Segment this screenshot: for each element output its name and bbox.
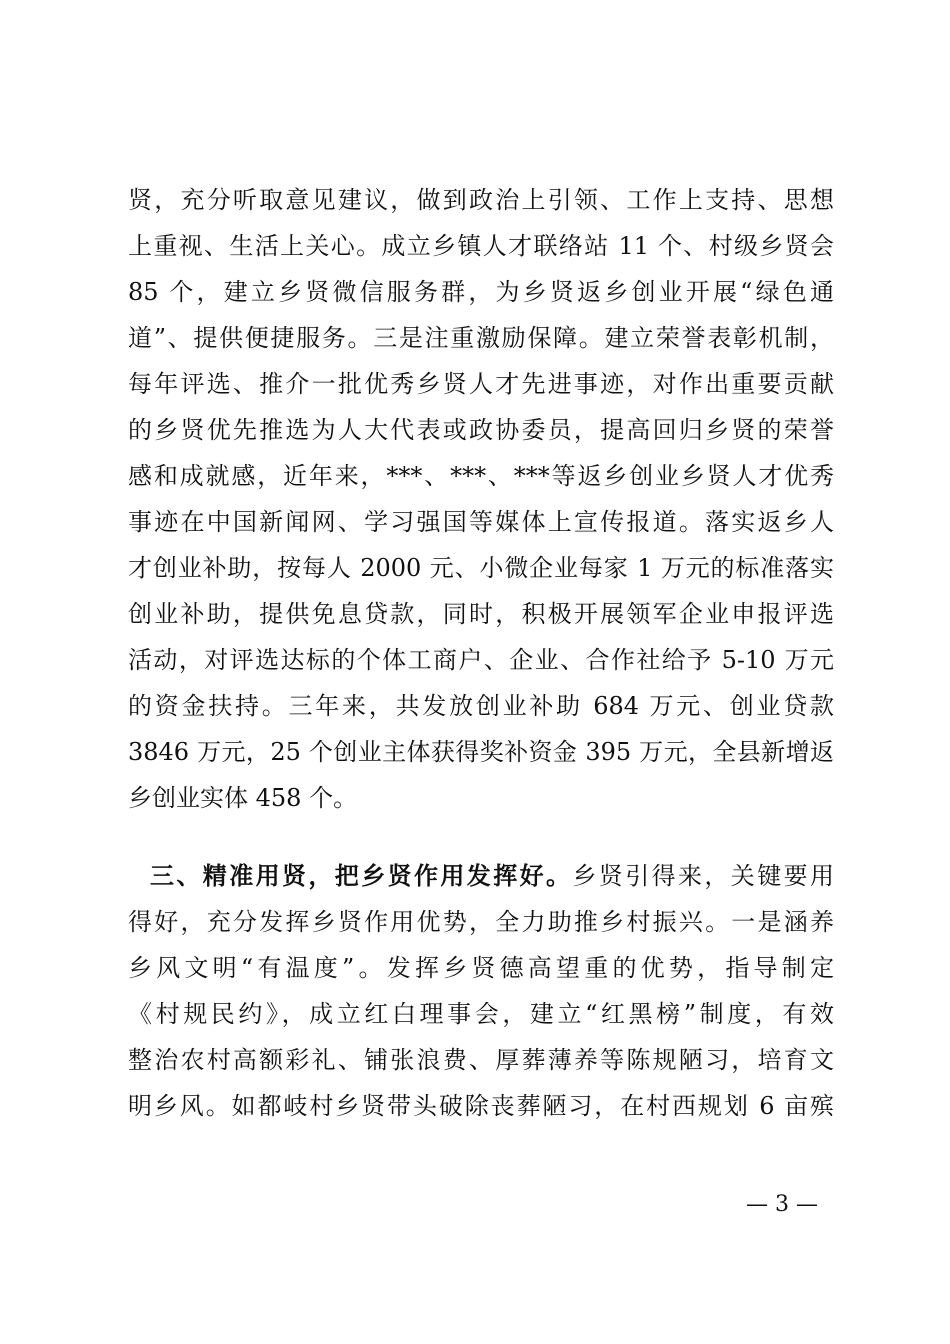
text-line: 得好，充分发挥乡贤作用优势，全力助推乡村振兴。一是涵养 — [128, 908, 834, 936]
text-line: 道”、提供便捷服务。三是注重激励保障。建立荣誉表彰机制， — [128, 324, 834, 352]
text-line: 感和成就感，近年来，***、***、***等返乡创业乡贤人才优秀 — [128, 462, 834, 490]
text-line: 3846 万元，25 个创业主体获得奖补资金 395 万元，全县新增返 — [128, 738, 834, 766]
paragraph-2 — [128, 853, 834, 1129]
text-line: 贤，充分听取意见建议，做到政治上引领、工作上支持、思想 — [128, 186, 834, 214]
text-line: 乡创业实体 458 个。 — [128, 784, 358, 812]
text-line: 85 个，建立乡贤微信服务群，为乡贤返乡创业开展“绿色通 — [128, 278, 834, 306]
heading-line-rest: 乡贤引得来，关键要用 — [572, 862, 835, 890]
text-line: 才创业补助，按每人 2000 元、小微企业每家 1 万元的标准落实 — [128, 554, 834, 582]
page-number: — 3 — — [746, 1192, 818, 1217]
text-line: 乡风文明“有温度”。发挥乡贤德高望重的优势，指导制定 — [128, 954, 834, 982]
text-line: 明乡风。如都岐村乡贤带头破除丧葬陋习，在村西规划 6 亩殡 — [128, 1092, 834, 1120]
text-line: 的乡贤优先推选为人大代表或政协委员，提高回归乡贤的荣誉 — [128, 416, 834, 444]
text-line: 每年评选、推介一批优秀乡贤人才先进事迹，对作出重要贡献 — [128, 370, 834, 398]
text-line: 创业补助，提供免息贷款，同时，积极开展领军企业申报评选 — [128, 600, 834, 628]
text-line: 《村规民约》，成立红白理事会，建立“红黑榜”制度，有效 — [128, 1000, 834, 1028]
text-line — [128, 853, 834, 899]
section-heading: 三、精准用贤，把乡贤作用发挥好。 — [150, 861, 573, 890]
text-line: 的资金扶持。三年来，共发放创业补助 684 万元、创业贷款 — [128, 692, 834, 720]
text-line: 事迹在中国新闻网、学习强国等媒体上宣传报道。落实返乡人 — [128, 508, 834, 536]
paragraph-1 — [128, 177, 834, 821]
text-line: 活动，对评选达标的个体工商户、企业、合作社给予 5-10 万元 — [128, 646, 834, 674]
text-line: 整治农村高额彩礼、铺张浪费、厚葬薄养等陈规陋习，培育文 — [128, 1046, 834, 1074]
text-line: 上重视、生活上关心。成立乡镇人才联络站 11 个、村级乡贤会 — [128, 232, 834, 260]
